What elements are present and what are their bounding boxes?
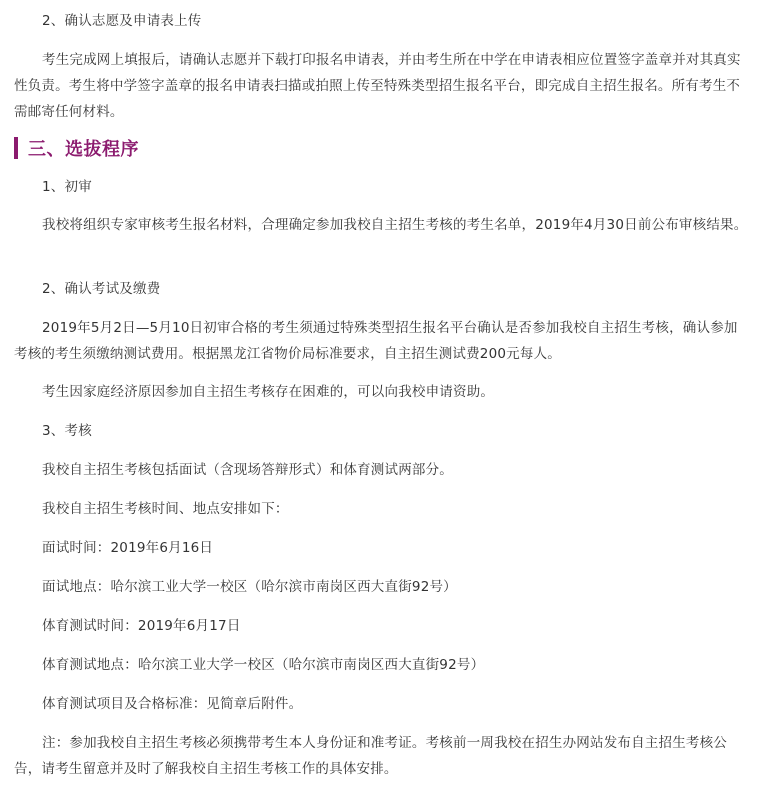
paragraph-initial-review: 我校将组织专家审核考生报名材料，合理确定参加我校自主招生考核的考生名单，2019年4月30日前公布审核结果。 — [42, 217, 748, 233]
sports-test-time: 体育测试时间：2019年6月17日 — [42, 618, 241, 634]
subheading-application-upload: 2、确认志愿及申请表上传 — [42, 13, 202, 29]
subheading-confirm-and-fee: 2、确认考试及缴费 — [42, 281, 161, 297]
paragraph-financial-aid: 考生因家庭经济原因参加自主招生考核存在困难的，可以向我校申请资助。 — [42, 384, 495, 400]
subheading-assessment: 3、考核 — [42, 423, 92, 439]
interview-time: 面试时间：2019年6月16日 — [42, 540, 214, 556]
sports-test-location: 体育测试地点：哈尔滨工业大学一校区（哈尔滨市南岗区西大直街92号） — [42, 657, 485, 673]
heading-accent-bar — [14, 137, 18, 159]
paragraph-note: 注：参加我校自主招生考核必须携带考生本人身份证和准考证。考核前一周我校在招生办网站发布自主招生考核公告，请考生留意并及时了解我校自主招生考核工作的具体安排。 — [14, 735, 727, 777]
sports-test-standards: 体育测试项目及合格标准：见简章后附件。 — [42, 696, 303, 712]
section-heading — [14, 136, 139, 160]
subheading-initial-review: 1、初审 — [42, 179, 92, 195]
paragraph-assessment-parts: 我校自主招生考核包括面试（含现场答辩形式）和体育测试两部分。 — [42, 462, 453, 478]
interview-location: 面试地点：哈尔滨工业大学一校区（哈尔滨市南岗区西大直街92号） — [42, 579, 457, 595]
paragraph-application-instructions: 考生完成网上填报后，请确认志愿并下载打印报名申请表，并由考生所在中学在申请表相应位置签字盖章并对其真实性负责。考生将中学签字盖章的报名申请表扫描或拍照上传至特殊类型招生报名平台，即完成自主招生报名。所有考生不需邮寄任何材料。 — [14, 52, 741, 120]
section-heading-text: 三、选拔程序 — [28, 139, 139, 160]
paragraph-schedule-intro: 我校自主招生考核时间、地点安排如下： — [42, 501, 289, 517]
paragraph-confirm-and-fee: 2019年5月2日—5月10日初审合格的考生须通过特殊类型招生报名平台确认是否参加我校自主招生考核，确认参加考核的考生须缴纳测试费用。根据黑龙江省物价局标准要求，自主招生测试费200元每人。 — [14, 320, 738, 362]
